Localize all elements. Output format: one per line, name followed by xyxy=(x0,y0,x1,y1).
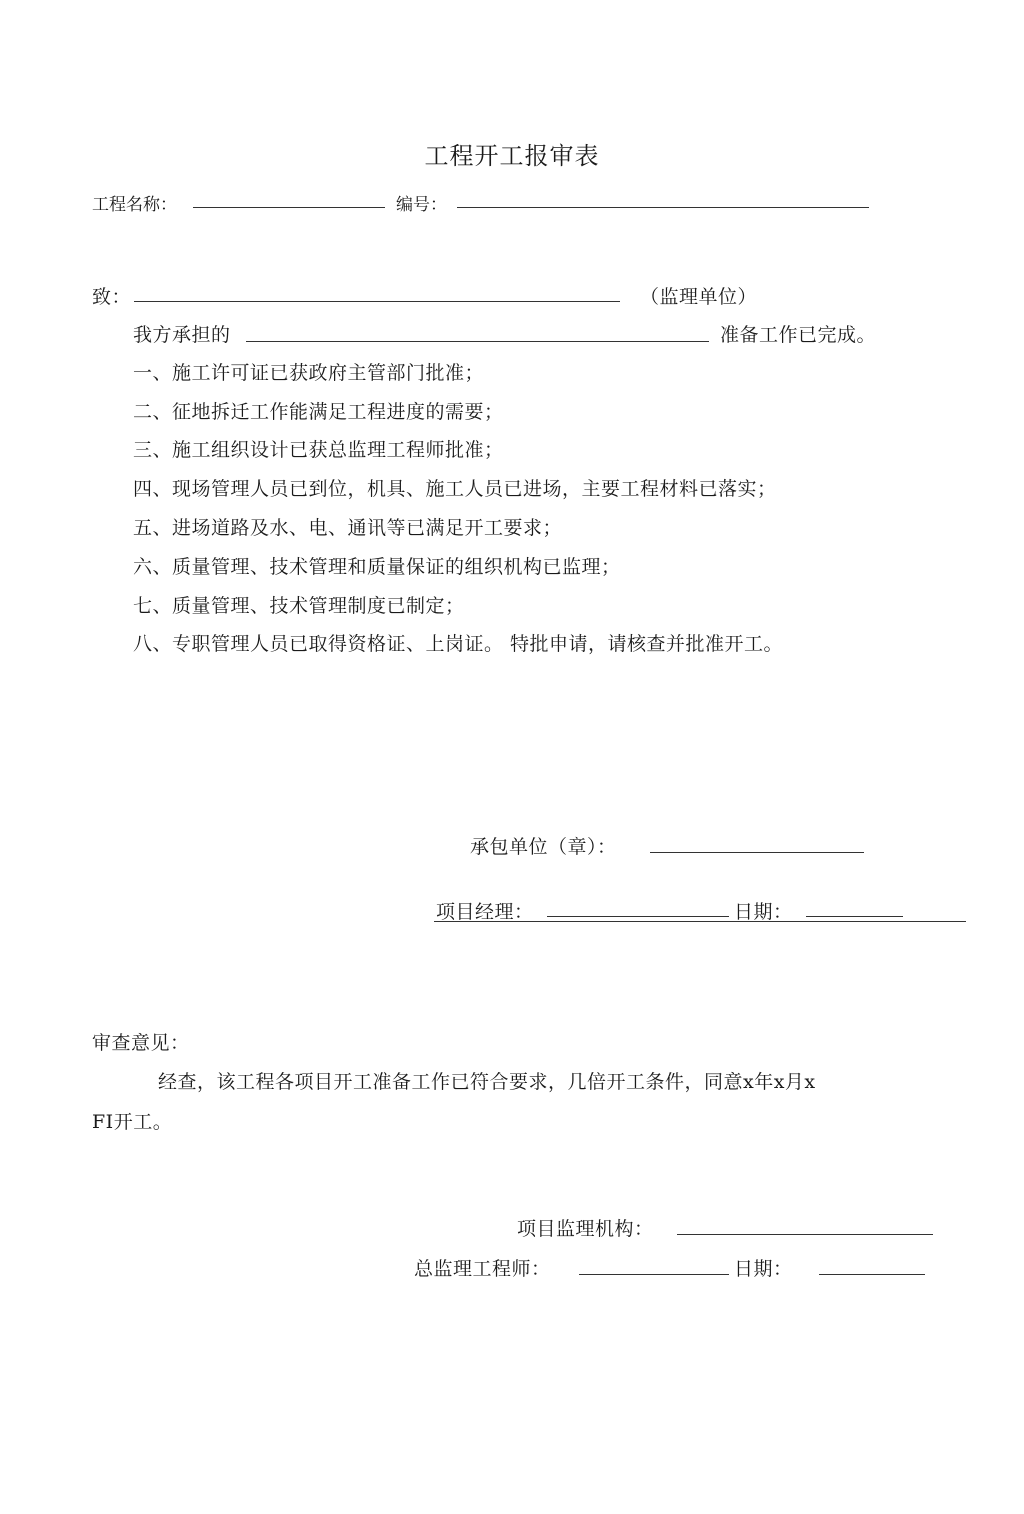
number-field[interactable] xyxy=(457,207,869,208)
list-item: 一、施工许可证已获政府主管部门批准； xyxy=(133,362,485,384)
review-heading: 审查意见： xyxy=(92,1032,190,1054)
undertaken-project-field[interactable] xyxy=(246,341,709,342)
supervision-unit-suffix: （监理单位） xyxy=(640,286,758,308)
intro-suffix: 准备工作已完成。 xyxy=(720,324,877,346)
to-label: 致： xyxy=(92,286,132,308)
supervision-org-field[interactable] xyxy=(677,1234,933,1235)
document-title: 工程开工报审表 xyxy=(424,142,600,170)
signature-divider xyxy=(434,921,966,922)
supervision-org-label: 项目监理机构： xyxy=(517,1218,654,1240)
project-name-field[interactable] xyxy=(193,207,385,208)
supervision-date-label: 日期： xyxy=(734,1258,793,1280)
supervision-date-field[interactable] xyxy=(819,1274,925,1275)
chief-engineer-label: 总监理工程师： xyxy=(414,1258,551,1280)
review-text-line1: 经查，该工程各项目开工准备工作已符合要求，几倍开工条件，同意x年x月x xyxy=(158,1071,816,1093)
number-label: 编号： xyxy=(396,195,447,215)
list-item: 三、施工组织设计已获总监理工程师批准； xyxy=(133,439,504,461)
project-name-label: 工程名称： xyxy=(92,195,177,215)
list-item: 六、质量管理、技术管理和质量保证的组织机构已监理； xyxy=(133,556,621,578)
project-manager-field[interactable] xyxy=(547,916,729,917)
list-item: 四、现场管理人员已到位，机具、施工人员已进场，主要工程材料已落实； xyxy=(133,478,777,500)
list-item: 七、质量管理、技术管理制度已制定； xyxy=(133,595,465,617)
intro-prefix: 我方承担的 xyxy=(133,324,231,346)
chief-engineer-field[interactable] xyxy=(579,1274,729,1275)
contractor-unit-field[interactable] xyxy=(650,852,864,853)
list-item: 八、专职管理人员已取得资格证、上岗证。 特批申请，请核查并批准开工。 xyxy=(133,633,784,655)
review-text-line2: FI开工。 xyxy=(92,1111,173,1133)
supervision-unit-field[interactable] xyxy=(134,301,620,302)
contractor-unit-label: 承包单位（章）： xyxy=(470,836,617,858)
contractor-date-field[interactable] xyxy=(806,916,903,917)
contractor-date-label: 日期： xyxy=(734,901,793,923)
list-item: 二、征地拆迁工作能满足工程进度的需要； xyxy=(133,401,504,423)
list-item: 五、进场道路及水、电、通讯等已满足开工要求； xyxy=(133,517,563,539)
project-manager-label: 项目经理： xyxy=(436,901,534,923)
